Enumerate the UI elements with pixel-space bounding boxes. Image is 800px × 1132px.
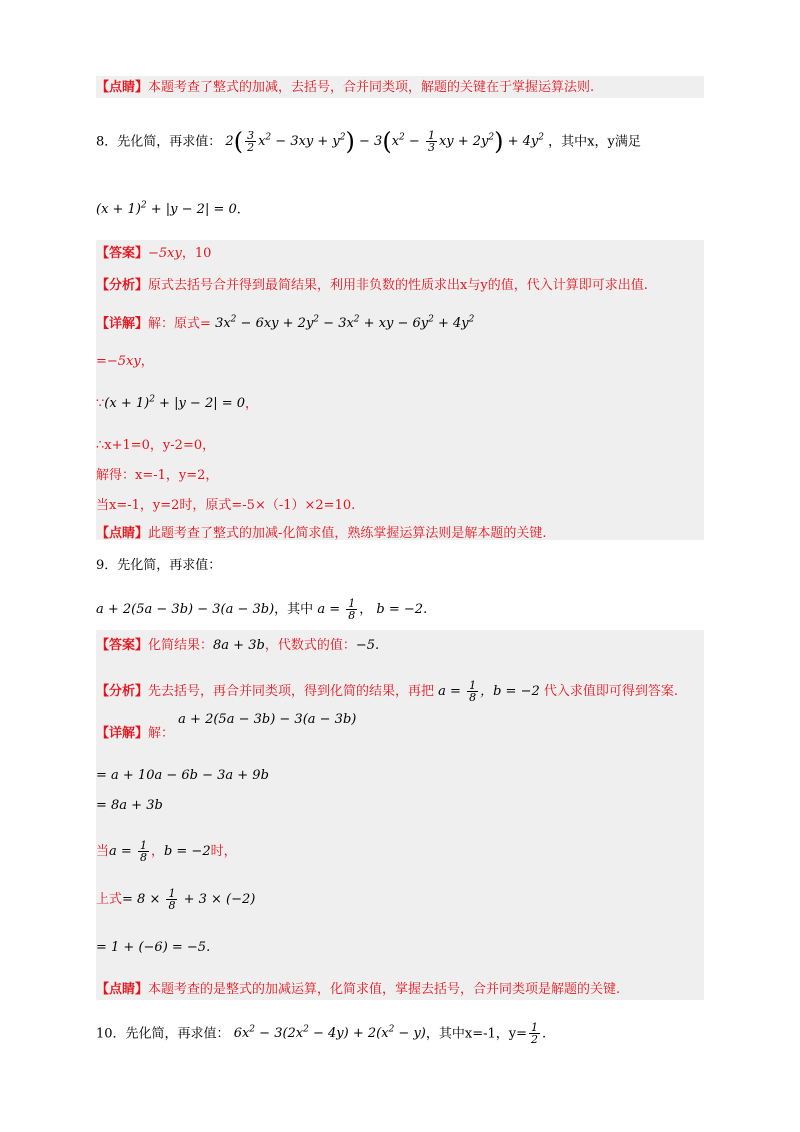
q9-result: = 1 + (−6) = −5. bbox=[96, 940, 211, 955]
q8-answer: 【答案】−5xy，10 bbox=[96, 246, 212, 261]
q9-detail: 【详解】解： a + 2(5a − 3b) − 3(a − 3b) bbox=[96, 712, 357, 741]
q9-answer: 【答案】化简结果：8a + 3b，代数式的值：−5. bbox=[96, 638, 380, 653]
q9-analysis: 【分析】先去括号，再合并同类项，得到化简的结果，再把 a = $\frac{1}{8}$ ，b = −2 代入求值即可得到答案. bbox=[96, 679, 679, 704]
q8-expression: 2( $\frac{3}{2}$ $x^2 - 3xy + y^2) - 3(x^2$ − $\frac{1}{3}$ xy + $2y^2) + 4y^2$ bbox=[225, 127, 545, 156]
q8-step-result: =−5xy， bbox=[96, 354, 154, 369]
q8-therefore: ∴x+1=0，y-2=0， bbox=[96, 438, 216, 453]
q8-question bbox=[96, 127, 641, 156]
q8-condition-expression: $(x + 1)^2 + |y - 2| = 0$ bbox=[96, 201, 237, 218]
q9-step-2: = 8a + 3b bbox=[96, 798, 163, 813]
q8-analysis: 【分析】原式去括号合并得到最简结果，利用非负数的性质求出x与y的值，代入计算即可求出值. bbox=[96, 278, 648, 293]
dianjing-text: 本题考查了整式的加减，去括号，合并同类项，解题的关键在于掌握运算法则. bbox=[148, 80, 595, 95]
dianjing-tag: 【点睛】 bbox=[96, 80, 149, 95]
q10-expression: $6x^2 - 3(2x^2 - 4y) + 2(x^2 - y)$ bbox=[233, 1025, 426, 1042]
q9-when: 当a = $\frac{1}{8}$ ，b = −2时， bbox=[96, 839, 237, 864]
q9-step-1: = a + 10a − 6b − 3a + 9b bbox=[96, 768, 269, 783]
q7-dianjing bbox=[96, 78, 594, 98]
q9-dianjing: 【点睛】本题考查的是整式的加减运算，化简求值，掌握去括号，合并同类项是解题的关键. bbox=[96, 982, 621, 997]
q8-because: ∵(x + 1)$^2$ + |y − 2| = 0， bbox=[96, 395, 259, 412]
q8-detail-expression: $3x^2 - 6xy + 2y^2 - 3x^2$ + xy − $6y^2 + 4y^2$ bbox=[215, 315, 475, 332]
q8-detail: 【详解】解：原式= $3x^2 - 6xy + 2y^2 - 3x^2$ + xy − $6y^2 + 4y^2$ bbox=[96, 315, 475, 332]
q8-condition: $(x + 1)^2 + |y - 2| = 0$. bbox=[96, 201, 241, 218]
q9-question: 9．先化简，再求值： bbox=[96, 558, 222, 573]
q8-prefix: 8．先化简，再求值： bbox=[96, 134, 222, 150]
q8-solve: 解得：x=-1，y=2， bbox=[96, 468, 219, 483]
q9-substitute: 上式= 8 × $\frac{1}{8}$ + 3 × (−2) bbox=[96, 887, 256, 912]
q8-dianjing: 【点睛】此题考查了整式的加减-化简求值，熟练掌握运算法则是解本题的关键. bbox=[96, 526, 547, 541]
because-symbol: ∵ bbox=[96, 396, 105, 412]
q10-question: 10．先化简，再求值： $6x^2 - 3(2x^2 - 4y) + 2(x^2 - y)$，其中x=-1，y= $\frac{1}{2}$ . bbox=[96, 1021, 547, 1047]
q8-answer-expression: −5xy bbox=[148, 246, 182, 261]
q9-expression-line: a + 2(5a − 3b) − 3(a − 3b)，其中 a = $\frac{1}{8}$ ， b = −2. bbox=[96, 597, 428, 622]
q8-substitute: 当x=-1，y=2时，原式=-5×（-1）×2=10. bbox=[96, 498, 356, 513]
q8-suffix: ，其中x，y满足 bbox=[548, 134, 641, 150]
